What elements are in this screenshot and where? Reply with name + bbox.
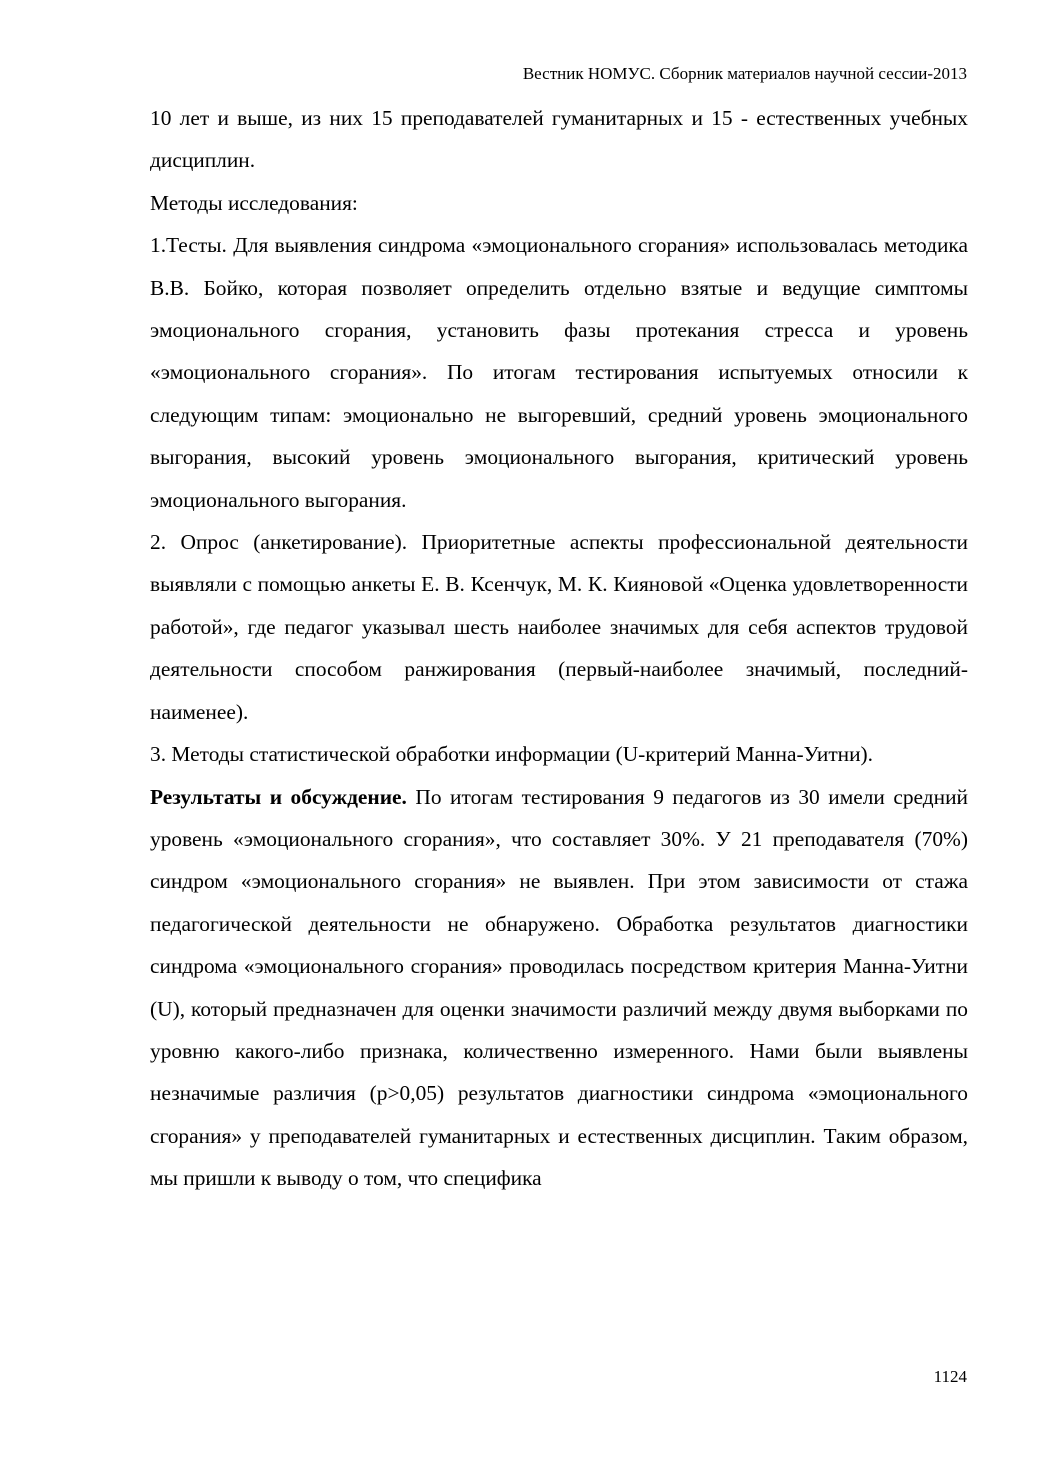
paragraph-method-statistics: 3. Методы статистической обработки информации (U-критерий Манна-Уитни). (150, 742, 874, 767)
paragraph-method-survey: 2. Опрос (анкетирование). Приоритетные аспекты профессиональной деятельности выявляли с помощью анкеты Е. В. Ксенчук, М. К. Кияновой «Оценка удовлетворенности работой», где педагог указывал шесть наиболее значимых для себя аспектов трудовой деятельности способом ранжирования (первый-наиболее значимый, последний-наименее). (150, 530, 968, 724)
running-header: Вестник НОМУС. Сборник материалов научной сессии-2013 (522, 64, 967, 83)
page-number: 1124 (933, 1367, 967, 1386)
paragraph-methods-heading: Методы исследования: (150, 190, 358, 215)
paragraph-method-tests: 1.Тесты. Для выявления синдрома «эмоционального сгорания» использовалась методика В.В. Бойко, которая позволяет определить отдельно взятые и ведущие симптомы эмоционального сгорания, установить фазы протекания стресса и уровень «эмоционального сгорания». По итогам тестирования испытуемых относили к следующим типам: эмоционально не выгоревший, средний уровень эмоционального выгорания, высокий уровень эмоционального выгорания, критический уровень эмоционального выгорания. (150, 233, 968, 512)
paragraph-sample-description: 10 лет и выше, из них 15 преподавателей гуманитарных и 15 - естественных учебных дисциплин. (150, 106, 968, 173)
body-text (150, 97, 968, 1200)
results-heading: Результаты и обсуждение. (150, 784, 407, 809)
paragraph-results (150, 776, 968, 1200)
results-text: По итогам тестирования 9 педагогов из 30 имели средний уровень «эмоционального сгорания», что составляет 30%. У 21 преподавателя (70%) синдром «эмоционального сгорания» не выявлен. При этом зависимости от стажа педагогической деятельности не обнаружено. Обработка результатов диагностики синдрома «эмоционального сгорания» проводилась посредством критерия Манна-Уитни (U), который предназначен для оценки значимости различий между двумя выборками по уровню какого-либо признака, количественно измеренного. Нами были выявлены незначимые различия (p>0,05) результатов диагностики синдрома «эмоционального сгорания» у преподавателей гуманитарных и естественных дисциплин. Таким образом, мы пришли к выводу о том, что специфика (150, 784, 968, 1191)
